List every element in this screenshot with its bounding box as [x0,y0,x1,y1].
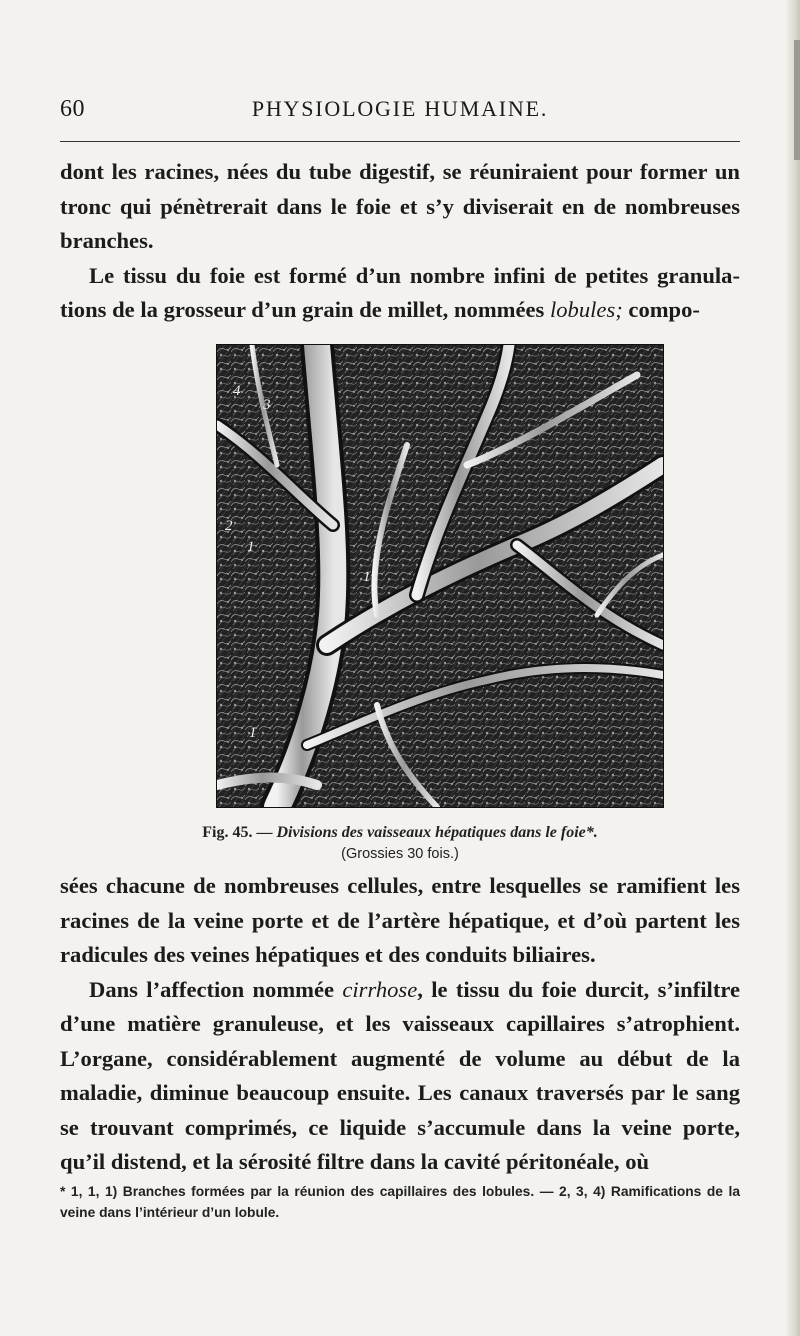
paragraph-2-term: lobules; [549,297,623,322]
figure-number: Fig. 45. — [202,824,273,841]
paragraph-4-end: , le tissu du foie durcit, s’infiltre d’une matière granuleuse, et les vaisseaux capillaires s’atrophient. L’organe, considérablement augmenté de volume au début de la maladie, diminue beaucoup ensuite. Les canaux traversés par le sang se trouvant comprimés, ce liquide s’accumule dans la veine porte, qu’il distend, et la sérosité filtre dans la cavité péritonéale, où [60,976,740,1174]
text-block-top [60,155,740,328]
paragraph-3: sées chacune de nombreuses cellules, entre lesquelles se ramifient les racines de la veine porte et de l’artère hépatique, et d’où partent les radicules des veines hépatiques et des conduits biliaires. [60,873,740,967]
text-block-bottom [60,869,740,1180]
paragraph-2-start: Le tissu du foie est formé d’un nombre infini de petites granulations de la grosseur d’un grain de millet, nommées [60,262,740,322]
page-edge-shadow [794,40,800,160]
running-head: PHYSIOLOGIE HUMAINE. [251,96,549,121]
figure-label-1c: 1 [249,725,257,741]
page-number: 60 [60,96,85,122]
figure-caption [60,824,740,842]
figure-label-1b: 1 [363,569,371,585]
figure-liver-vessels [216,344,664,808]
figure-title: Divisions des vaisseaux hépatiques dans le foie*. [276,824,598,841]
paragraph-1: dont les racines, nées du tube digestif, se réuniraient pour former un tronc qui pénètrerait dans le foie et s’y diviserait en de nombreuses branches. [60,159,740,253]
paragraph-2 [60,259,740,328]
figure-label-4: 4 [233,383,241,399]
paragraph-4 [60,973,740,1180]
figure-label-3: 3 [263,397,271,413]
footnote: * 1, 1, 1) Branches formées par la réunion des capillaires des lobules. — 2, 3, 4) Ramifications de la veine dans l’intérieur d’un lobule. [60,1184,740,1220]
figure-magnification: (Grossies 30 fois.) [341,846,459,862]
figure-label-2: 2 [225,518,233,534]
page-header [60,96,740,130]
liver-vessels-illustration [217,345,663,807]
page-edge [786,0,800,1336]
paragraph-4-start: Dans l’affection nommée [89,976,343,1002]
paragraph-4-term: cirrhose [342,976,418,1002]
header-rule [60,141,740,142]
paragraph-2-end: compo- [622,297,700,322]
figure-label-1a: 1 [247,539,255,555]
